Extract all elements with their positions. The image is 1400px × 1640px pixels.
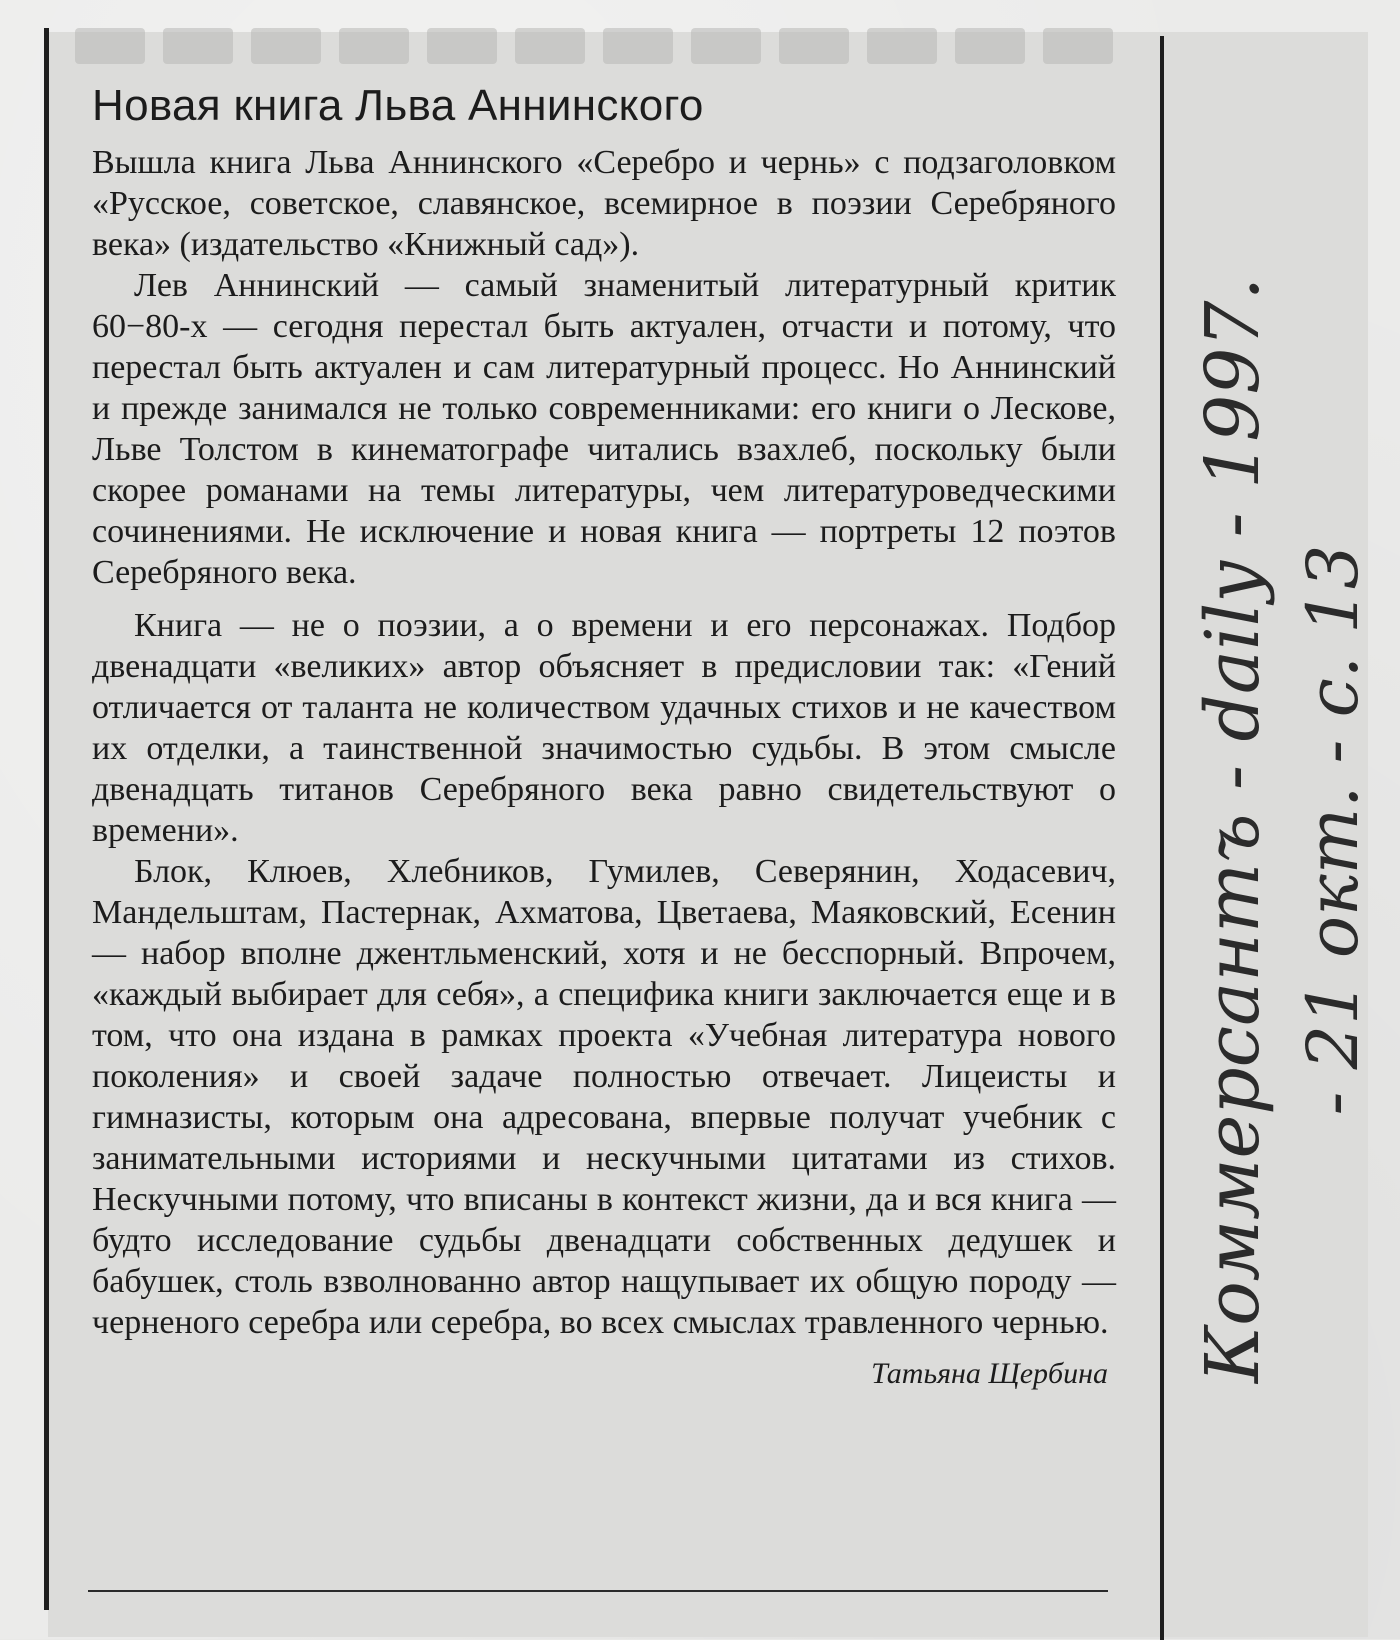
- handwritten-line-date: - 21 окт. - с. 13: [1292, 544, 1374, 1116]
- left-column-rule: [44, 28, 49, 1610]
- handwritten-citation: [1183, 50, 1383, 1610]
- article-paragraph-4: Блок, Клюев, Хлебников, Гумилев, Северянин, Ходасевич, Мандельштам, Пастернак, Ахматова, Цветаева, Маяковский, Есенин — набор вполне джентльменский, хотя и не бесспорный. Впрочем, «каждый выбирает для себя», а специфика книги заключается еще и в том, что она издана в рамках проекта «Учебная литература нового поколения» и своей задаче полностью отвечает. Лицеисты и гимназисты, которым она адресована, впервые получат учебник с занимательными историями и нескучными цитатами из стихов. Нескучными потому, что вписаны в контекст жизни, да и вся книга — будто исследование судьбы двенадцати собственных дедушек и бабушек, столь взволнованно автор нащупывает их общую породу — черненого серебра или серебра, во всех смыслах травленного чернью.: [92, 853, 1116, 1341]
- article-end-rule: [88, 1590, 1108, 1592]
- article: [92, 78, 1116, 1393]
- handwritten-margin-note: [1166, 40, 1400, 1640]
- right-column-rule: [1160, 36, 1164, 1640]
- article-paragraph-lead: Вышла книга Льва Аннинского «Серебро и чернь» с подзаголовком «Русское, советское, славянское, всемирное в поэзии Серебряного века» (издательство «Книжный сад»).: [92, 144, 1116, 263]
- handwritten-line-source: Коммерсантъ - daily - 1997.: [1190, 276, 1276, 1384]
- author-signature: Татьяна Щербина: [871, 1357, 1108, 1390]
- article-headline: Новая книга Льва Аннинского: [92, 81, 704, 130]
- article-paragraph-2: Лев Аннинский — самый знаменитый литературный критик 60−80-х — сегодня перестал быть актуален, отчасти и потому, что перестал быть актуален и сам литературный процесс. Но Аннинский и прежде занимался не только современниками: его книги о Лескове, Льве Толстом в кинематографе читались взахлеб, поскольку были скорее романами на темы литературы, чем литературоведческими сочинениями. Не исключение и новая книга — портреты 12 поэтов Серебряного века.: [92, 267, 1116, 591]
- article-paragraph-3: Книга — не о поэзии, а о времени и его персонажах. Подбор двенадцати «великих» автор объясняет в предисловии так: «Гений отличается от таланта не количеством удачных стихов и не качеством их отделки, а таинственной значимостью судьбы. В этом смысле двенадцать титанов Серебряного века равно свидетельствуют о времени».: [92, 607, 1116, 849]
- bleed-through-text: [75, 28, 1165, 68]
